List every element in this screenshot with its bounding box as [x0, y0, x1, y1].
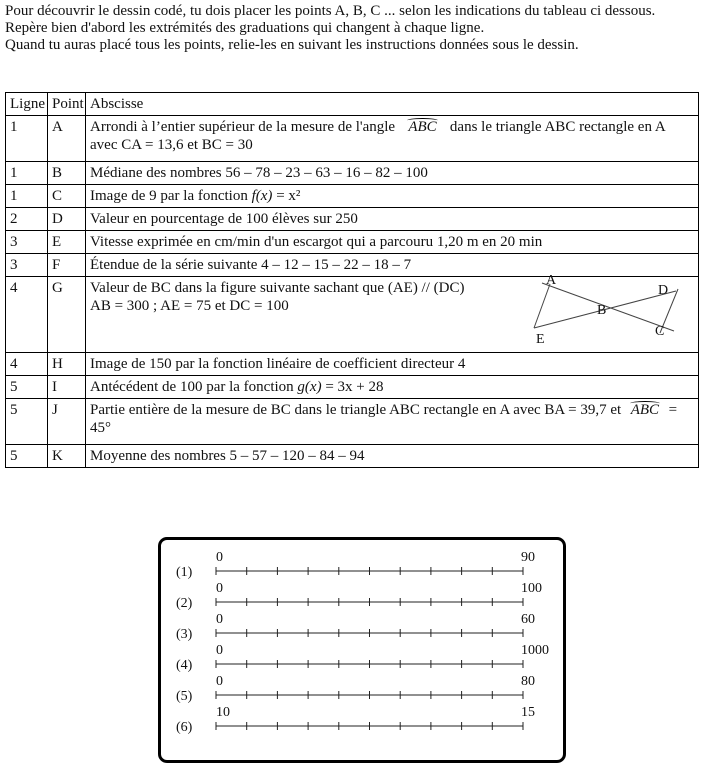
line-end-value: 80 [521, 674, 535, 689]
cell-abscisse: Étendue de la série suivante 4 – 12 – 15 – 22 – 18 – 7 [86, 254, 699, 277]
cell-ligne: 3 [6, 254, 48, 277]
cell-ligne: 5 [6, 399, 48, 445]
angle-notation: ABC [408, 119, 437, 135]
figure-cell [90, 275, 694, 345]
abscisse-text: Valeur de BC dans la figure suivante sachant que (AE) // (DC) [90, 280, 465, 296]
line-end-value: 60 [521, 612, 535, 627]
header-abscisse: Abscisse [86, 93, 699, 116]
instruction-line-1: Pour découvrir le dessin codé, tu dois placer les points A, B, C ... selon les indications du tableau ci dessous. [5, 3, 656, 19]
cell-point: A [48, 116, 86, 162]
table-header-row [6, 93, 699, 116]
cell-abscisse [86, 376, 699, 399]
line-label: (6) [176, 720, 193, 735]
cell-abscisse: Vitesse exprimée en cm/min d'un escargot qui a parcouru 1,20 m en 20 min [86, 231, 699, 254]
cell-ligne: 4 [6, 277, 48, 353]
cell-point: B [48, 162, 86, 185]
header-ligne: Ligne [6, 93, 48, 116]
graduated-lines [161, 540, 563, 760]
cell-abscisse [86, 399, 699, 445]
line-end-value: 1000 [521, 643, 549, 658]
label-c: C [655, 324, 665, 339]
segment-a-e [534, 284, 550, 328]
angle-notation: ABC [630, 402, 660, 418]
table-row [6, 231, 699, 254]
line-label: (1) [176, 565, 193, 580]
cell-abscisse [86, 277, 699, 353]
line-label: (5) [176, 689, 193, 704]
line-label: (3) [176, 627, 193, 642]
abscisse-text: Arrondi à l’entier supérieur de la mesure de l'angle [90, 119, 396, 135]
cell-ligne: 1 [6, 185, 48, 208]
line-start-value: 0 [216, 612, 223, 627]
cell-point: E [48, 231, 86, 254]
cell-ligne: 1 [6, 116, 48, 162]
label-b: B [597, 303, 607, 318]
abscisse-text-end: = 3x + 28 [325, 379, 384, 395]
cell-abscisse [86, 116, 699, 162]
abscisse-text-line2: AB = 300 ; AE = 75 et DC = 100 [90, 298, 289, 314]
line-start-value: 0 [216, 581, 223, 596]
graduated-lines-box [158, 537, 566, 763]
line-end-value: 100 [521, 581, 542, 596]
cell-abscisse: Médiane des nombres 56 – 78 – 23 – 63 – 16 – 82 – 100 [86, 162, 699, 185]
cell-abscisse: Moyenne des nombres 5 – 57 – 120 – 84 – 94 [86, 445, 699, 468]
cell-point: I [48, 376, 86, 399]
table-row [6, 254, 699, 277]
cell-ligne: 2 [6, 208, 48, 231]
abscisse-text-end: dans le triangle ABC rectangle en A avec CA = 13,6 et BC = 30 [90, 119, 665, 153]
table-row [6, 353, 699, 376]
cell-point: F [48, 254, 86, 277]
line-start-value: 0 [216, 643, 223, 658]
line-end-value: 90 [521, 550, 535, 565]
cell-point: K [48, 445, 86, 468]
cell-point: G [48, 277, 86, 353]
abscisse-text: Image de 9 par la fonction [90, 188, 248, 204]
cell-point: J [48, 399, 86, 445]
line-start-value: 0 [216, 550, 223, 565]
cell-abscisse: Valeur en pourcentage de 100 élèves sur 250 [86, 208, 699, 231]
label-a: A [546, 275, 557, 288]
table-row [6, 185, 699, 208]
line-end-value: 15 [521, 705, 535, 720]
header-point: Point [48, 93, 86, 116]
points-table [5, 92, 699, 468]
instruction-line-3: Quand tu auras placé tous les points, relie-les en suivant les instructions données sous le dessin. [5, 37, 579, 53]
cell-abscisse [86, 185, 699, 208]
cell-ligne: 1 [6, 162, 48, 185]
cell-point: D [48, 208, 86, 231]
function-notation: g(x) [297, 379, 322, 395]
label-e: E [536, 332, 545, 345]
cell-point: C [48, 185, 86, 208]
table-row [6, 445, 699, 468]
line-label: (4) [176, 658, 193, 673]
abscisse-text: Antécédent de 100 par la fonction [90, 379, 294, 395]
abscisse-text-end: = x² [276, 188, 301, 204]
cell-ligne: 5 [6, 376, 48, 399]
instructions [5, 3, 705, 54]
cell-point: H [48, 353, 86, 376]
abscisse-text: Partie entière de la mesure de BC dans le triangle ABC rectangle en A avec BA = 39,7 et [90, 402, 622, 418]
cell-ligne: 5 [6, 445, 48, 468]
thales-figure [528, 275, 688, 345]
table-row [6, 376, 699, 399]
instruction-line-2: Repère bien d'abord les extrémités des graduations qui changent à chaque ligne. [5, 20, 485, 36]
cell-ligne: 3 [6, 231, 48, 254]
table-row [6, 399, 699, 445]
line-start-value: 10 [216, 705, 230, 720]
table-row [6, 277, 699, 353]
line-start-value: 0 [216, 674, 223, 689]
function-notation: f(x) [251, 188, 273, 204]
line-label: (2) [176, 596, 193, 611]
cell-abscisse: Image de 150 par la fonction linéaire de coefficient directeur 4 [86, 353, 699, 376]
table-row [6, 208, 699, 231]
table-row [6, 116, 699, 162]
abscisse-text-end: = 45° [90, 402, 678, 436]
table-row [6, 162, 699, 185]
cell-ligne: 4 [6, 353, 48, 376]
label-d: D [658, 283, 669, 298]
